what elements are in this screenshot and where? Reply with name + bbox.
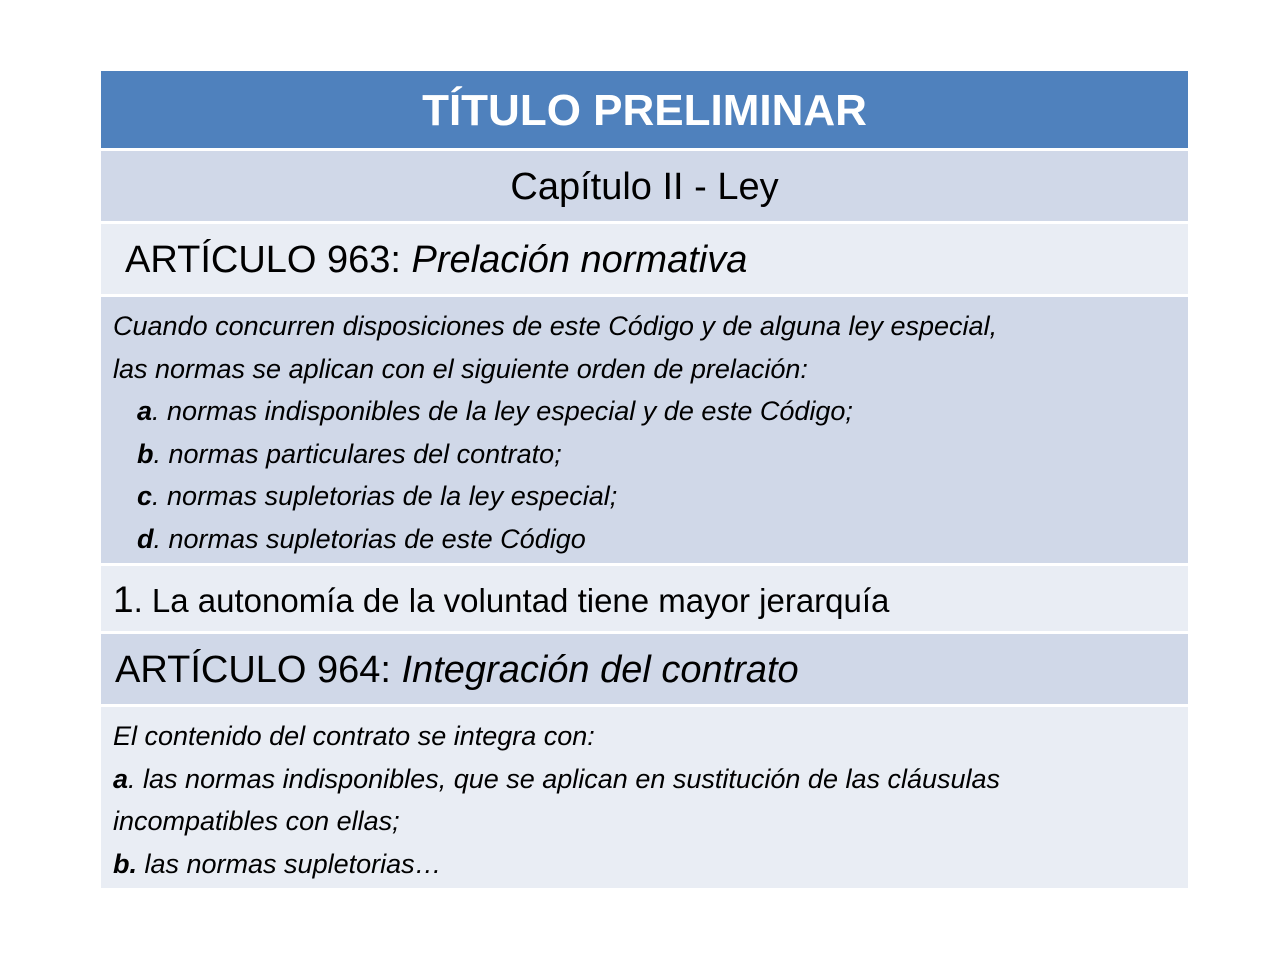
- list-item: [113, 843, 1176, 886]
- article-963-name: Prelación normativa: [411, 239, 748, 281]
- item-letter: a: [137, 396, 153, 427]
- article-964-name: Integración del contrato: [401, 649, 799, 691]
- item-text: . las normas indisponibles, que se aplican en sustitución de las cláusulas: [128, 763, 1001, 794]
- slide-table: [101, 71, 1188, 888]
- item-letter: c: [137, 481, 153, 512]
- item-text: . normas supletorias de este Código: [153, 523, 586, 554]
- item-text: . normas indisponibles de la ley especial y de este Código;: [152, 396, 853, 427]
- item-text: las normas supletorias…: [137, 848, 442, 879]
- article-964-heading: [101, 634, 1188, 707]
- intro-line-2: las normas se aplican con el siguiente orden de prelación:: [113, 353, 808, 384]
- chapter-row: Capítulo II - Ley: [101, 151, 1188, 224]
- intro-line: El contenido del contrato se integra con:: [113, 721, 595, 751]
- item-text: . normas supletorias de la ley especial;: [152, 481, 618, 512]
- list-item: [113, 758, 1176, 801]
- list-item: [113, 475, 1176, 518]
- article-964-label: ARTÍCULO 964:: [115, 649, 402, 691]
- note-number: 1: [113, 579, 134, 620]
- item-letter: d: [137, 523, 154, 554]
- list-item: [113, 390, 1176, 433]
- note-row: [101, 566, 1188, 634]
- item-letter: a: [113, 763, 129, 794]
- item-letter: b.: [113, 848, 137, 879]
- article-964-body: [101, 707, 1188, 888]
- article-963-body: [101, 297, 1188, 566]
- intro-line-1: Cuando concurren disposiciones de este Código y de alguna ley especial,: [113, 311, 998, 341]
- list-item: [113, 518, 1176, 561]
- list-item-continuation: incompatibles con ellas;: [113, 806, 400, 837]
- article-963-heading: [101, 224, 1188, 297]
- article-963-label: ARTÍCULO 963:: [125, 239, 412, 281]
- note-text: . La autonomía de la voluntad tiene mayor jerarquía: [133, 582, 890, 619]
- list-item: [113, 433, 1176, 476]
- item-text: . normas particulares del contrato;: [153, 438, 562, 469]
- item-letter: b: [137, 438, 154, 469]
- title-header: TÍTULO PRELIMINAR: [101, 71, 1188, 151]
